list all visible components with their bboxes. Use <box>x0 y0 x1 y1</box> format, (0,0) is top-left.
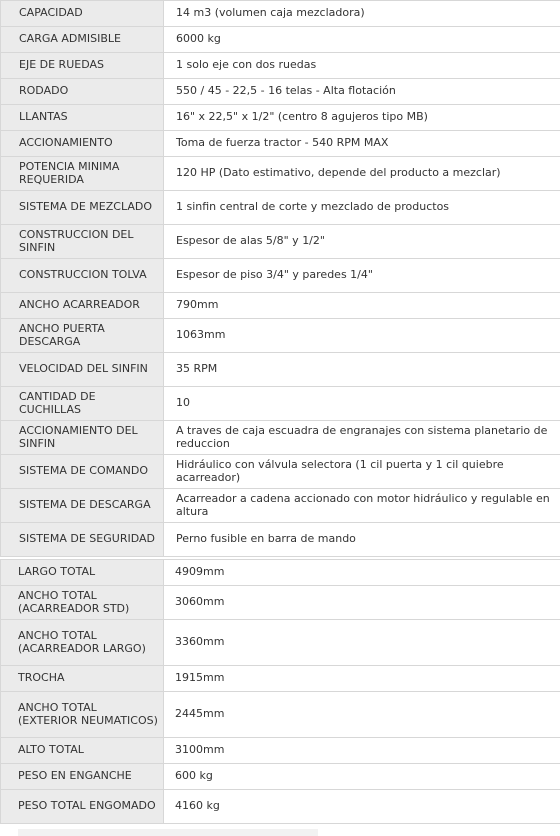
spec-label: ANCHO TOTAL (ACARREADOR LARGO) <box>1 620 164 666</box>
spec-label: SISTEMA DE MEZCLADO <box>1 191 164 225</box>
spec-label: LARGO TOTAL <box>1 560 164 586</box>
table-row <box>1 738 560 764</box>
table-row <box>1 387 560 421</box>
spec-label: CANTIDAD DE CUCHILLAS <box>1 387 164 421</box>
table-row <box>1 764 560 790</box>
spec-value: 4909mm <box>164 560 560 586</box>
table-row <box>1 692 560 738</box>
table-row <box>1 586 560 620</box>
spec-label: VELOCIDAD DEL SINFIN <box>1 353 164 387</box>
spec-label: ANCHO ACARREADOR <box>1 293 164 319</box>
specs-table-dimensions <box>0 559 560 824</box>
spec-value: 120 HP (Dato estimativo, depende del producto a mezclar) <box>164 157 560 191</box>
spec-value: 1915mm <box>164 666 560 692</box>
spec-value: 1 solo eje con dos ruedas <box>164 53 560 79</box>
spec-label: ANCHO TOTAL (ACARREADOR STD) <box>1 586 164 620</box>
spec-value: 790mm <box>164 293 560 319</box>
spec-value: Espesor de alas 5/8" y 1/2" <box>164 225 560 259</box>
table-row <box>1 560 560 586</box>
spec-value: 3060mm <box>164 586 560 620</box>
spec-label: CARGA ADMISIBLE <box>1 27 164 53</box>
spec-value: A traves de caja escuadra de engranajes con sistema planetario de reduccion <box>164 421 560 455</box>
spec-value: Acarreador a cadena accionado con motor hidráulico y regulable en altura <box>164 489 560 523</box>
spec-label: RODADO <box>1 79 164 105</box>
spec-value: 1 sinfin central de corte y mezclado de productos <box>164 191 560 225</box>
spec-label: SISTEMA DE COMANDO <box>1 455 164 489</box>
spec-label: SISTEMA DE SEGURIDAD <box>1 523 164 557</box>
spec-label: POTENCIA MINIMA REQUERIDA <box>1 157 164 191</box>
spec-label: CONSTRUCCION DEL SINFIN <box>1 225 164 259</box>
spec-value: 14 m3 (volumen caja mezcladora) <box>164 1 560 27</box>
spec-value: 550 / 45 - 22,5 - 16 telas - Alta flotación <box>164 79 560 105</box>
table-row <box>1 1 560 27</box>
table-row <box>1 790 560 824</box>
spec-label: TROCHA <box>1 666 164 692</box>
table-row <box>1 225 560 259</box>
spec-label: ANCHO PUERTA DESCARGA <box>1 319 164 353</box>
spec-value: 6000 kg <box>164 27 560 53</box>
table-row <box>1 191 560 225</box>
table-row <box>1 455 560 489</box>
spec-value: 16" x 22,5" x 1/2" (centro 8 agujeros tipo MB) <box>164 105 560 131</box>
spec-label: ANCHO TOTAL (EXTERIOR NEUMATICOS) <box>1 692 164 738</box>
spec-value: Espesor de piso 3/4" y paredes 1/4" <box>164 259 560 293</box>
footer-strip <box>18 829 318 836</box>
table-row <box>1 421 560 455</box>
spec-label: CAPACIDAD <box>1 1 164 27</box>
spec-value: Toma de fuerza tractor - 540 RPM MAX <box>164 131 560 157</box>
table-row <box>1 523 560 557</box>
spec-value: 3100mm <box>164 738 560 764</box>
spec-value: 600 kg <box>164 764 560 790</box>
spec-value: 1063mm <box>164 319 560 353</box>
spec-value: 10 <box>164 387 560 421</box>
table-row <box>1 79 560 105</box>
table-row <box>1 319 560 353</box>
table-row <box>1 489 560 523</box>
spec-label: PESO TOTAL ENGOMADO <box>1 790 164 824</box>
table-row <box>1 53 560 79</box>
spec-label: SISTEMA DE DESCARGA <box>1 489 164 523</box>
table-row <box>1 157 560 191</box>
spec-label: ALTO TOTAL <box>1 738 164 764</box>
table-row <box>1 620 560 666</box>
spec-label: LLANTAS <box>1 105 164 131</box>
spec-value: Hidráulico con válvula selectora (1 cil puerta y 1 cil quiebre acarreador) <box>164 455 560 489</box>
spec-label: ACCIONAMIENTO <box>1 131 164 157</box>
table-row <box>1 293 560 319</box>
table-row <box>1 259 560 293</box>
table-row <box>1 353 560 387</box>
spec-value: 2445mm <box>164 692 560 738</box>
table-row <box>1 27 560 53</box>
spec-value: 35 RPM <box>164 353 560 387</box>
spec-label: ACCIONAMIENTO DEL SINFIN <box>1 421 164 455</box>
spec-value: 4160 kg <box>164 790 560 824</box>
table-row <box>1 105 560 131</box>
table-row <box>1 666 560 692</box>
spec-label: CONSTRUCCION TOLVA <box>1 259 164 293</box>
spec-value: 3360mm <box>164 620 560 666</box>
spec-value: Perno fusible en barra de mando <box>164 523 560 557</box>
spec-label: EJE DE RUEDAS <box>1 53 164 79</box>
spec-label: PESO EN ENGANCHE <box>1 764 164 790</box>
table-row <box>1 131 560 157</box>
